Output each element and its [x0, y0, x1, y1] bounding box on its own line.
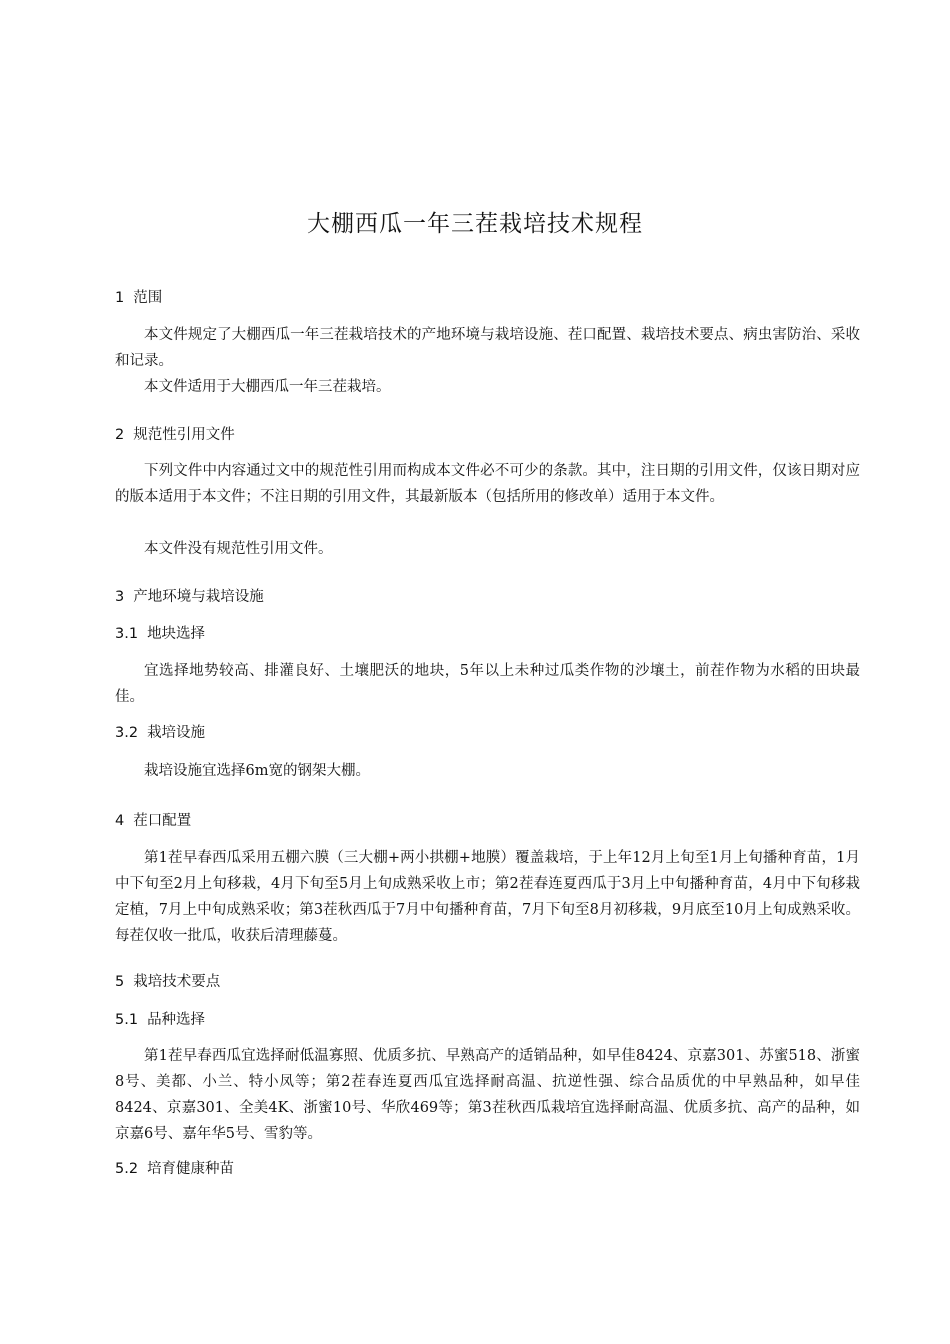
paragraph: 下列文件中内容通过文中的规范性引用而构成本文件必不可少的条款。其中，注日期的引用文件，仅该日期对应的版本适用于本文件；不注日期的引用文件，其最新版本（包括所用的修改单）适用于本文件。 — [115, 463, 860, 505]
section-title: 茬口配置 — [133, 813, 192, 829]
section-heading-1 — [115, 288, 162, 308]
subsection-title: 地块选择 — [147, 626, 206, 642]
subsection-title: 栽培设施 — [147, 725, 206, 741]
subsection-number: 5.1 — [115, 1012, 139, 1028]
section-title: 规范性引用文件 — [133, 427, 235, 443]
subsection-heading-5-2 — [115, 1159, 234, 1179]
subsection-number: 3.2 — [115, 725, 139, 741]
paragraph: 第1茬早春西瓜采用五棚六膜（三大棚+两小拱棚+地膜）覆盖栽培，于上年12月上旬至1月上旬播种育苗，1月中下旬至2月上旬移栽，4月下旬至5月上旬成熟采收上市；第2茬春连夏西瓜于3月上中旬播种育苗，4月中下旬移栽定植，7月上中旬成熟采收；第3茬秋西瓜于7月中旬播种育苗，7月下旬至8月初移栽，9月底至10月上旬成熟采收。每茬仅收一批瓜，收获后清理藤蔓。 — [115, 850, 860, 944]
section-number: 5 — [115, 974, 125, 990]
paragraph: 宜选择地势较高、排灌良好、土壤肥沃的地块，5年以上未种过瓜类作物的沙壤土，前茬作物为水稻的田块最佳。 — [115, 663, 860, 705]
paragraph: 本文件适用于大棚西瓜一年三茬栽培。 — [144, 379, 391, 395]
section-heading-5 — [115, 972, 220, 992]
paragraph: 本文件规定了大棚西瓜一年三茬栽培技术的产地环境与栽培设施、茬口配置、栽培技术要点、病虫害防治、采收和记录。 — [115, 327, 860, 369]
section-heading-3 — [115, 587, 264, 607]
section-number: 4 — [115, 813, 125, 829]
paragraph: 栽培设施宜选择6m宽的钢架大棚。 — [144, 763, 370, 779]
section-number: 3 — [115, 589, 125, 605]
section-number: 2 — [115, 427, 125, 443]
subsection-title: 培育健康种苗 — [147, 1161, 235, 1177]
section-heading-2 — [115, 425, 235, 445]
paragraph: 本文件没有规范性引用文件。 — [144, 541, 333, 557]
subsection-heading-3-1 — [115, 624, 205, 644]
subsection-title: 品种选择 — [147, 1012, 206, 1028]
document-title: 大棚西瓜一年三茬栽培技术规程 — [307, 211, 643, 237]
section-title: 范围 — [133, 290, 163, 306]
section-title: 产地环境与栽培设施 — [133, 589, 264, 605]
paragraph: 第1茬早春西瓜宜选择耐低温寡照、优质多抗、早熟高产的适销品种，如早佳8424、京嘉301、苏蜜518、浙蜜8号、美都、小兰、特小凤等；第2茬春连夏西瓜宜选择耐高温、抗逆性强、综合品质优的中早熟品种，如早佳8424、京嘉301、全美4K、浙蜜10号、华欣469等；第3茬秋西瓜栽培宜选择耐高温、优质多抗、高产的品种，如京嘉6号、嘉年华5号、雪豹等。 — [115, 1048, 860, 1142]
section-number: 1 — [115, 290, 125, 306]
subsection-number: 5.2 — [115, 1161, 139, 1177]
subsection-heading-3-2 — [115, 723, 205, 743]
section-heading-4 — [115, 811, 191, 831]
subsection-heading-5-1 — [115, 1010, 205, 1030]
section-title: 栽培技术要点 — [133, 974, 221, 990]
subsection-number: 3.1 — [115, 626, 139, 642]
